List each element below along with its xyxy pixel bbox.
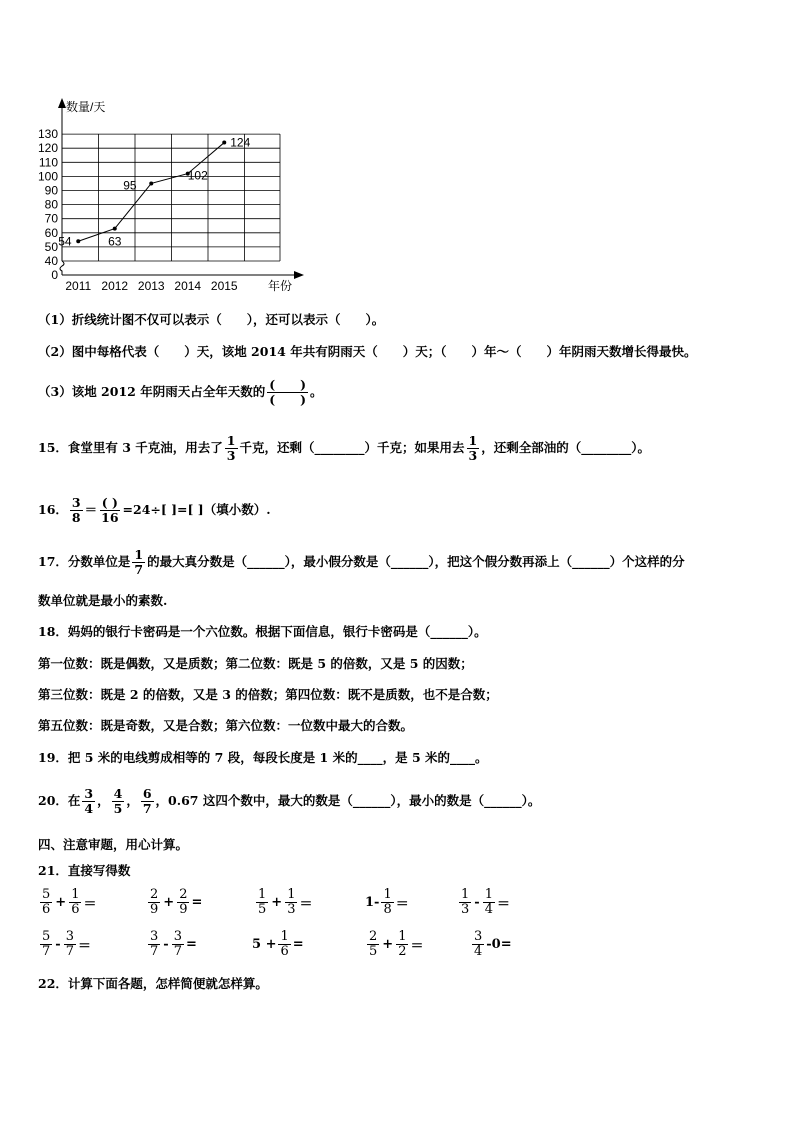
calc-r1c5: $\frac{1}{3}$ - $\frac{1}{4}$ ＝ xyxy=(461,887,510,917)
x-tick-label: 2013 xyxy=(137,279,165,293)
question-17-cont: 数单位就是最小的素数. xyxy=(38,593,168,608)
question-18-clue-2: 第三位数：既是 2 的倍数，又是 3 的倍数；第四位数：既不是质数，也不是合数； xyxy=(38,687,498,702)
data-label: 102 xyxy=(187,168,208,183)
calc-r2c1: $\frac{5}{7}$ - $\frac{3}{7}$ ＝ xyxy=(42,929,91,959)
y-tick-label: 130 xyxy=(37,127,58,142)
calc-r2c2: $\frac{3}{7}$ - $\frac{3}{7}$ = xyxy=(150,929,197,959)
fraction: $\frac{3}{4}$ xyxy=(84,786,94,816)
calc-r1c3: $\frac{1}{5}$ + $\frac{1}{3}$ ＝ xyxy=(258,887,313,917)
chart-grid xyxy=(62,134,280,261)
y-axis-arrow xyxy=(58,98,66,108)
question-17: 17．分数单位是 $\frac{1}{7}$ 的最大真分数是（______），最小假分数是（______），把这个假分数再添上（______）个这样的分 xyxy=(38,547,685,577)
y-tick-label: 0 xyxy=(51,268,58,282)
y-tick-label: 40 xyxy=(44,254,58,268)
chart-points xyxy=(58,136,250,249)
data-label: 95 xyxy=(123,178,137,193)
x-tick-label: 2012 xyxy=(101,279,129,293)
calc-r2c4: $\frac{2}{5}$ + $\frac{1}{2}$ ＝ xyxy=(369,929,424,959)
q14-part1: （1）折线统计图不仅可以表示（ ），还可以表示（ ）。 xyxy=(38,312,385,327)
y-tick-label: 120 xyxy=(37,141,58,156)
x-axis-arrow xyxy=(294,271,304,279)
y-axis-label: 数量/天 xyxy=(66,100,106,114)
y-tick-label: 90 xyxy=(44,183,58,198)
chart-axes xyxy=(58,98,304,279)
data-point xyxy=(149,181,153,185)
section-4-heading: 四、注意审题，用心计算。 xyxy=(38,837,189,852)
line-chart xyxy=(0,0,794,300)
q14-part3: （3）该地 2012 年阴雨天占全年天数的 $\frac{( )}{( )}$ 。 xyxy=(38,377,323,407)
data-label: 54 xyxy=(58,234,72,249)
fraction: $\frac{1}{3}$ xyxy=(226,433,236,463)
fraction: $\frac{( )}{16}$ xyxy=(101,495,119,525)
y-tick-label: 100 xyxy=(37,169,58,184)
calc-r1c2: $\frac{2}{9}$ + $\frac{2}{9}$ = xyxy=(150,887,203,917)
y-tick-label: 50 xyxy=(44,239,58,254)
y-tick-label: 80 xyxy=(44,197,58,212)
x-axis-label: 年份 xyxy=(268,279,293,293)
fraction: $\frac{1}{7}$ xyxy=(134,547,144,577)
calc-r2c3: 5 + $\frac{1}{6}$ = xyxy=(252,929,304,959)
question-16: 16． $\frac{3}{8}$ ＝ $\frac{( )}{16}$ =24÷[ ]=[ ]（填小数）. xyxy=(38,495,271,525)
calc-r1c4: 1- $\frac{1}{8}$ ＝ xyxy=(365,887,409,917)
data-point xyxy=(222,141,226,145)
fraction: $\frac{1}{3}$ xyxy=(468,433,478,463)
axis-break xyxy=(60,261,64,275)
question-21: 21．直接写得数 xyxy=(38,863,131,878)
data-label: 124 xyxy=(230,135,251,150)
data-point xyxy=(113,227,117,231)
y-tick-label: 70 xyxy=(44,211,58,226)
calc-r2c5: $\frac{3}{4}$ -0= xyxy=(474,929,512,959)
fraction: $\frac{4}{5}$ xyxy=(113,786,123,816)
y-tick-label: 60 xyxy=(44,225,58,240)
fraction: $\frac{6}{7}$ xyxy=(142,786,152,816)
question-22: 22．计算下面各题，怎样简便就怎样算。 xyxy=(38,976,268,991)
question-18-clue-1: 第一位数：既是偶数，又是质数；第二位数：既是 5 的倍数，又是 5 的因数； xyxy=(38,656,473,671)
y-tick-label: 110 xyxy=(38,155,58,170)
question-18: 18．妈妈的银行卡密码是一个六位数。根据下面信息，银行卡密码是（______）。 xyxy=(38,624,487,639)
fraction: $\frac{3}{8}$ xyxy=(71,495,81,525)
q14-part2: （2）图中每格代表（ ）天，该地 2014 年共有阴雨天（ ）天；（ ）年～（ ）年阴雨天数增长得最快。 xyxy=(38,344,697,359)
calc-r1c1: $\frac{5}{6}$ + $\frac{1}{6}$ ＝ xyxy=(42,887,97,917)
q14-fraction: $\frac{( )}{( )}$ xyxy=(269,377,307,407)
data-point xyxy=(76,239,80,243)
question-18-clue-3: 第五位数：既是奇数，又是合数；第六位数：一位数中最大的合数。 xyxy=(38,718,414,733)
data-label: 63 xyxy=(108,234,122,249)
question-20: 20．在 $\frac{3}{4}$ ， $\frac{4}{5}$ ， $\frac{6}{7}$ ，0.67 这四个数中，最大的数是（______），最小的数是（______）。 xyxy=(38,786,541,816)
chart-series-line xyxy=(78,143,224,242)
question-19: 19．把 5 米的电线剪成相等的 7 段，每段长度是 1 米的____，是 5 米的____。 xyxy=(38,750,488,765)
question-15: 15．食堂里有 3 千克油，用去了 $\frac{1}{3}$ 千克，还剩（________）千克；如果用去 $\frac{1}{3}$ ，还剩全部油的（________）。 xyxy=(38,433,650,463)
x-tick-label: 2014 xyxy=(174,279,202,293)
x-tick-label: 2011 xyxy=(65,279,92,293)
x-tick-label: 2015 xyxy=(210,279,238,293)
